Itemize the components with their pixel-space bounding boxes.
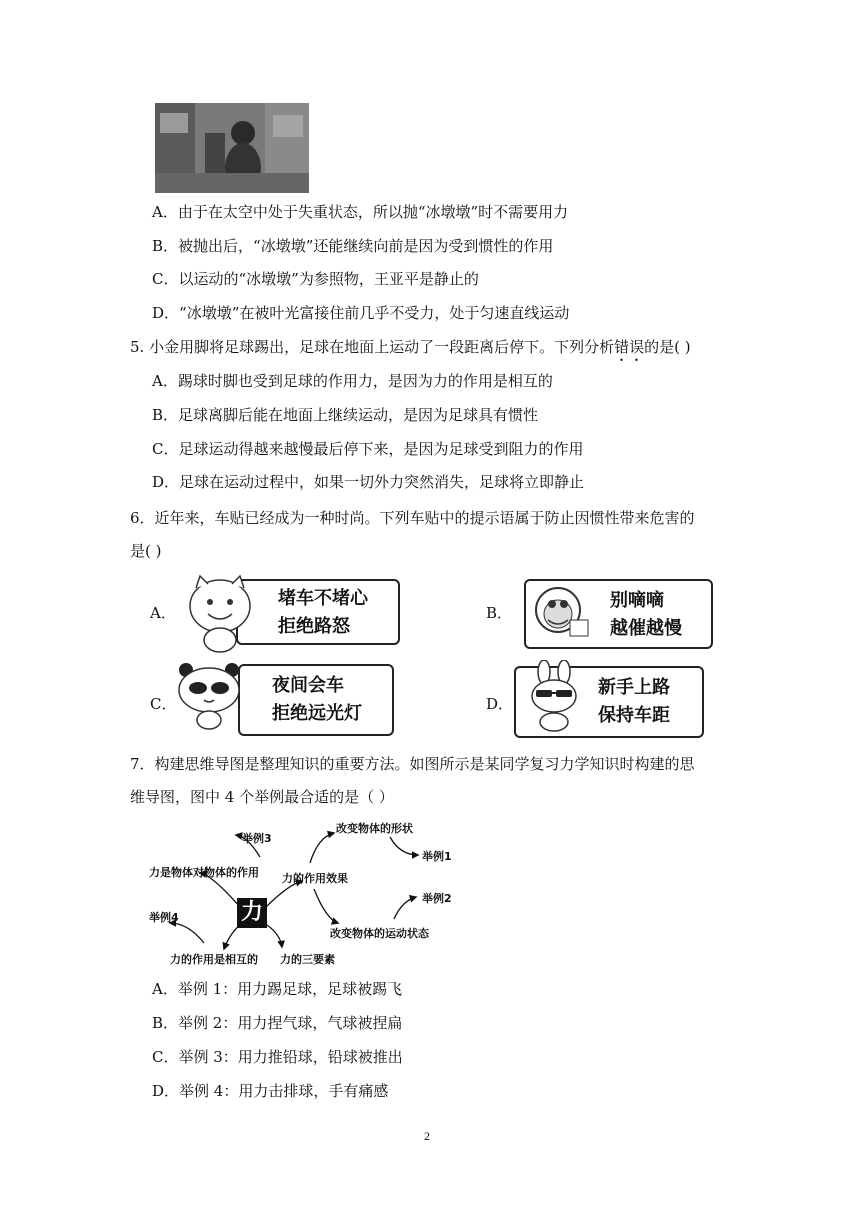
- q7-option-a: A．举例 1：用力踢足球，足球被踢飞: [152, 980, 403, 998]
- q5-option-c: C．足球运动得越来越慢最后停下来，是因为足球受到阻力的作用: [152, 440, 584, 458]
- sticker-b-line2: 越催越慢: [610, 618, 682, 639]
- q4-option-c: C．以运动的“冰墩墩”为参照物，王亚平是静止的: [152, 270, 479, 288]
- mm-change-motion: 改变物体的运动状态: [330, 927, 429, 940]
- q7-stem-line2: 维导图，图中 4 个举例最合适的是（ ）: [130, 788, 394, 806]
- mm-example1: 举例1: [422, 850, 452, 863]
- mm-three-elements: 力的三要素: [280, 953, 335, 966]
- mm-center-force: 力: [237, 898, 267, 928]
- mm-example2: 举例2: [422, 892, 452, 905]
- q5-option-b: B．足球离脚后能在地面上继续运动，是因为足球具有惯性: [152, 406, 539, 424]
- page-number: 2: [424, 1129, 430, 1143]
- sticker-d-line2: 保持车距: [598, 705, 670, 726]
- sticker-a-line1: 堵车不堵心: [278, 588, 368, 609]
- q4-option-d: D．“冰墩墩”在被叶光富接住前几乎不受力，处于匀速直线运动: [152, 304, 570, 322]
- robot-cat-cartoon-icon: [530, 584, 592, 642]
- sticker-a-label: A．: [150, 604, 176, 622]
- sticker-a-line2: 拒绝路怒: [278, 616, 350, 637]
- sticker-d-line1: 新手上路: [598, 677, 670, 698]
- mm-mutual: 力的作用是相互的: [170, 953, 258, 966]
- sticker-d-label: D．: [486, 695, 514, 713]
- q5-stem: 5. 小金用脚将足球踢出，足球在地面上运动了一段距离后停下。下列分析错误的是( ): [130, 338, 691, 356]
- sticker-c-line1: 夜间会车: [272, 675, 344, 696]
- rabbit-sunglasses-icon: [522, 660, 588, 732]
- sticker-b-label: B．: [486, 604, 513, 622]
- q4-option-a: A．由于在太空中处于失重状态，所以抛“冰墩墩”时不需要用力: [152, 203, 569, 221]
- q7-stem-line1: 7．构建思维导图是整理知识的重要方法。如图所示是某同学复习力学知识时构建的思: [130, 755, 695, 773]
- cat-cartoon-icon: [182, 572, 264, 654]
- mm-example3: 举例3: [242, 832, 272, 845]
- mindmap-arrows: [140, 815, 470, 970]
- q5-option-d: D．足球在运动过程中，如果一切外力突然消失，足球将立即静止: [152, 473, 585, 491]
- sticker-c: [238, 664, 394, 736]
- mm-example4: 举例4: [149, 911, 179, 924]
- mm-effect: 力的作用效果: [282, 872, 348, 885]
- q7-option-c: C．举例 3：用力推铅球，铅球被推出: [152, 1048, 403, 1066]
- mm-change-shape: 改变物体的形状: [336, 822, 413, 835]
- q7-option-b: B．举例 2：用力捏气球，气球被捏扁: [152, 1014, 403, 1032]
- q6-stem-line2: 是( ): [130, 542, 162, 560]
- sticker-c-line2: 拒绝远光灯: [272, 703, 362, 724]
- q6-stem-line1: 6．近年来，车贴已经成为一种时尚。下列车贴中的提示语属于防止因惯性带来危害的: [130, 509, 695, 527]
- sticker-b-line1: 别嘀嘀: [610, 590, 664, 611]
- q7-option-d: D．举例 4：用力击排球，手有痛感: [152, 1082, 389, 1100]
- force-mindmap: [140, 815, 470, 970]
- q4-option-b: B．被抛出后，“冰墩墩”还能继续向前是因为受到惯性的作用: [152, 237, 554, 255]
- mm-object-action: 力是物体对物体的作用: [149, 866, 259, 879]
- q5-emphasis: 错误: [614, 338, 645, 356]
- q5-option-a: A．踢球时脚也受到足球的作用力，是因为力的作用是相互的: [152, 372, 553, 390]
- sticker-c-label: C．: [150, 695, 177, 713]
- panda-cartoon-icon: [174, 660, 246, 730]
- astronaut-photo: [155, 103, 309, 193]
